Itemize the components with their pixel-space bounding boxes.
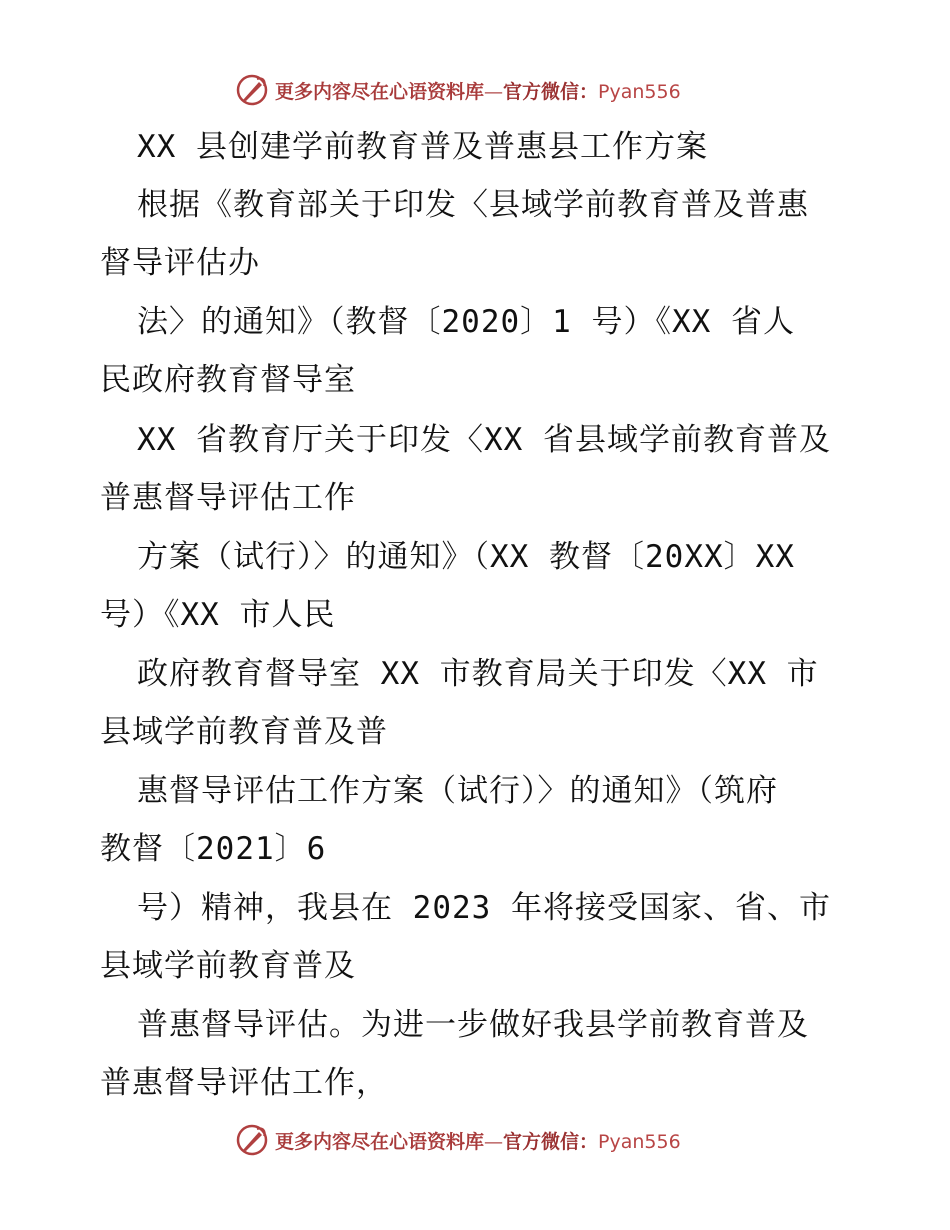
- doc-line: 民政府教育督导室: [100, 362, 356, 398]
- doc-line: 政府教育督导室 XX 市教育局关于印发〈XX 市: [137, 656, 819, 692]
- doc-line: 惠督导评估工作方案（试行）〉的通知》（筑府: [137, 773, 778, 809]
- doc-line: 普惠督导评估工作，: [100, 1065, 388, 1101]
- watermark-official: 官方微信：: [503, 1130, 599, 1153]
- doc-line: 县域学前教育普及普: [100, 714, 388, 750]
- doc-line: XX 省教育厅关于印发〈XX 省县域学前教育普及: [137, 422, 831, 458]
- watermark-text: [275, 1127, 681, 1154]
- watermark-official: 官方微信：: [503, 80, 599, 103]
- quill-logo-icon: [235, 73, 269, 107]
- header-watermark: [235, 72, 681, 108]
- watermark-main: 更多内容尽在心语资料库: [275, 80, 485, 103]
- doc-line: 号）《XX 市人民: [100, 597, 336, 633]
- watermark-text: [275, 77, 681, 104]
- doc-line: 法〉的通知》（教督〔2020〕1 号）《XX 省人: [137, 304, 795, 340]
- doc-line: 号）精神，我县在 2023 年将接受国家、省、市: [137, 890, 831, 926]
- doc-line: 根据《教育部关于印发〈县域学前教育普及普惠: [137, 187, 809, 223]
- watermark-id: Pyan556: [598, 80, 681, 103]
- doc-line: 教督〔2021〕6: [100, 831, 327, 867]
- doc-line: 普惠督导评估。为进一步做好我县学前教育普及: [137, 1007, 809, 1043]
- doc-line: 督导评估办: [100, 245, 260, 281]
- doc-title: XX 县创建学前教育普及普惠县工作方案: [137, 129, 708, 165]
- footer-watermark: [235, 1122, 681, 1158]
- quill-logo-icon: [235, 1123, 269, 1157]
- watermark-id: Pyan556: [598, 1130, 681, 1153]
- doc-line: 普惠督导评估工作: [100, 480, 356, 516]
- watermark-dash: —: [484, 1130, 504, 1153]
- doc-line: 县域学前教育普及: [100, 948, 356, 984]
- watermark-main: 更多内容尽在心语资料库: [275, 1130, 485, 1153]
- watermark-dash: —: [484, 80, 504, 103]
- doc-line: 方案（试行）〉的通知》（XX 教督〔20XX〕XX: [137, 539, 795, 575]
